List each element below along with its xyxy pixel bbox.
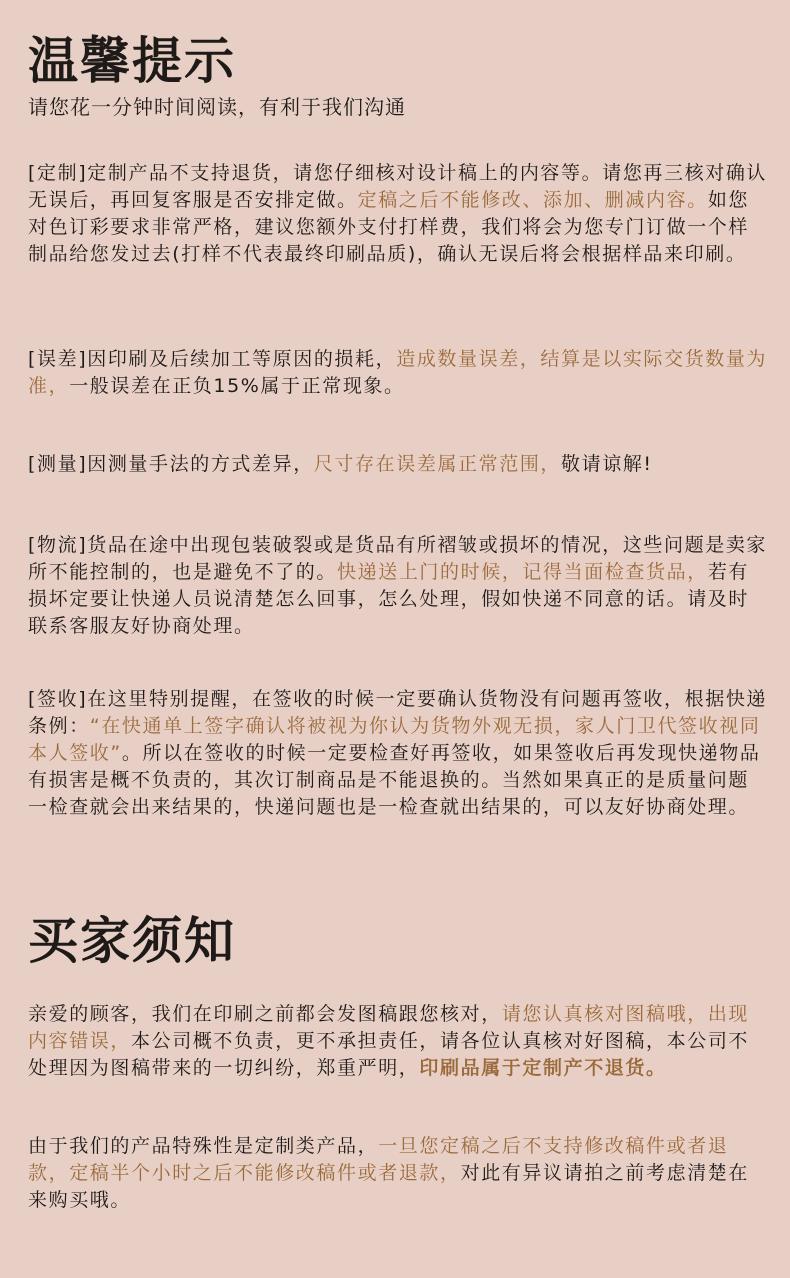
section-custom — [28, 160, 768, 268]
buyer-refund-text-2: 对此有异议请拍之前考虑清楚在来购买哦。 — [28, 1162, 750, 1211]
buyer-proof-highlight: 请您认真核对图稿哦，出现内容错误， — [28, 1003, 750, 1052]
buyer-section-refund — [28, 1133, 768, 1214]
buyer-proof-text-1: 亲爱的顾客，我们在印刷之前都会发图稿跟您核对， — [28, 1003, 502, 1025]
section-custom-highlight: 定稿之后不能修改、添加、删减内容。 — [357, 189, 708, 211]
buyer-proof-text-2: 本公司概不负责，更不承担责任，请各位认真核对好图稿，本公司不处理因为图稿带来的一切纠纷，郑重严明， — [28, 1030, 750, 1079]
section-signoff-text-2: 。所以在签收的时候一定要检查好再签收，如果签收后再发现快递物品有损害是概不负责的，其次订制商品是不能退换的。当然如果真正的是质量问题一检查就会出来结果的，快递问题也是一检查就出结果的，可以友好协商处理。 — [28, 742, 761, 818]
section-signoff — [28, 686, 768, 821]
section-custom-text-2: 如您对色订彩要求非常严格，建议您额外支付打样费，我们将会为您专门订做一个样制品给您发过去(打样不代表最终印刷品质)，确认无误后将会根据样品来印刷。 — [28, 189, 750, 265]
section-logistics-highlight: 快递送上门的时候，记得当面检查货品， — [337, 561, 708, 583]
section-error-text-1: [误差]因印刷及后续加工等原因的损耗， — [28, 348, 397, 370]
section-error-text-2: 一般误差在正负15%属于正常现象。 — [69, 375, 405, 397]
buyer-refund-text-1: 由于我们的产品特殊性是定制类产品， — [28, 1135, 379, 1157]
section-logistics-text-1: [物流]货品在途中出现包装破裂或是货品有所褶皱或损坏的情况，这些问题是卖家所不能控制的，也是避免不了的。 — [28, 534, 768, 583]
section-custom-text-1: [定制]定制产品不支持退货，请您仔细核对设计稿上的内容等。请您再三核对确认无误后，再回复客服是否安排定做。 — [28, 162, 768, 211]
section-error — [28, 346, 768, 400]
section-measure-highlight: 尺寸存在误差属正常范围， — [313, 453, 562, 475]
buyer-title: 买家须知 — [28, 912, 236, 970]
section-measure — [28, 451, 768, 478]
section-logistics — [28, 532, 768, 640]
buyer-proof-bold-highlight: 印刷品属于定制产不退货。 — [419, 1057, 667, 1079]
section-signoff-highlight: “在快通单上签字确认将被视为你认为货物外观无损，家人门卫代签收视同本人签收” — [28, 715, 761, 764]
section-measure-text-2: 敬请谅解! — [561, 453, 653, 475]
buyer-section-proof — [28, 1001, 768, 1082]
buyer-refund-highlight: 一旦您定稿之后不支持修改稿件或者退款，定稿半个小时之后不能修改稿件或者退款， — [28, 1135, 729, 1184]
section-signoff-text-1: [签收]在这里特别提醒，在签收的时候一定要确认货物没有问题再签收，根据快递条例： — [28, 688, 768, 737]
notice-subtitle: 请您花一分钟时间阅读，有利于我们沟通 — [28, 95, 406, 119]
notice-title: 温馨提示 — [28, 32, 236, 90]
section-measure-text-1: [测量]因测量手法的方式差异， — [28, 453, 314, 475]
section-logistics-text-2: 若有损坏定要让快递人员说清楚怎么回事，怎么处理，假如快递不同意的话。请及时联系客服友好协商处理。 — [28, 561, 750, 637]
section-error-highlight: 造成数量误差，结算是以实际交货数量为准， — [28, 348, 768, 397]
